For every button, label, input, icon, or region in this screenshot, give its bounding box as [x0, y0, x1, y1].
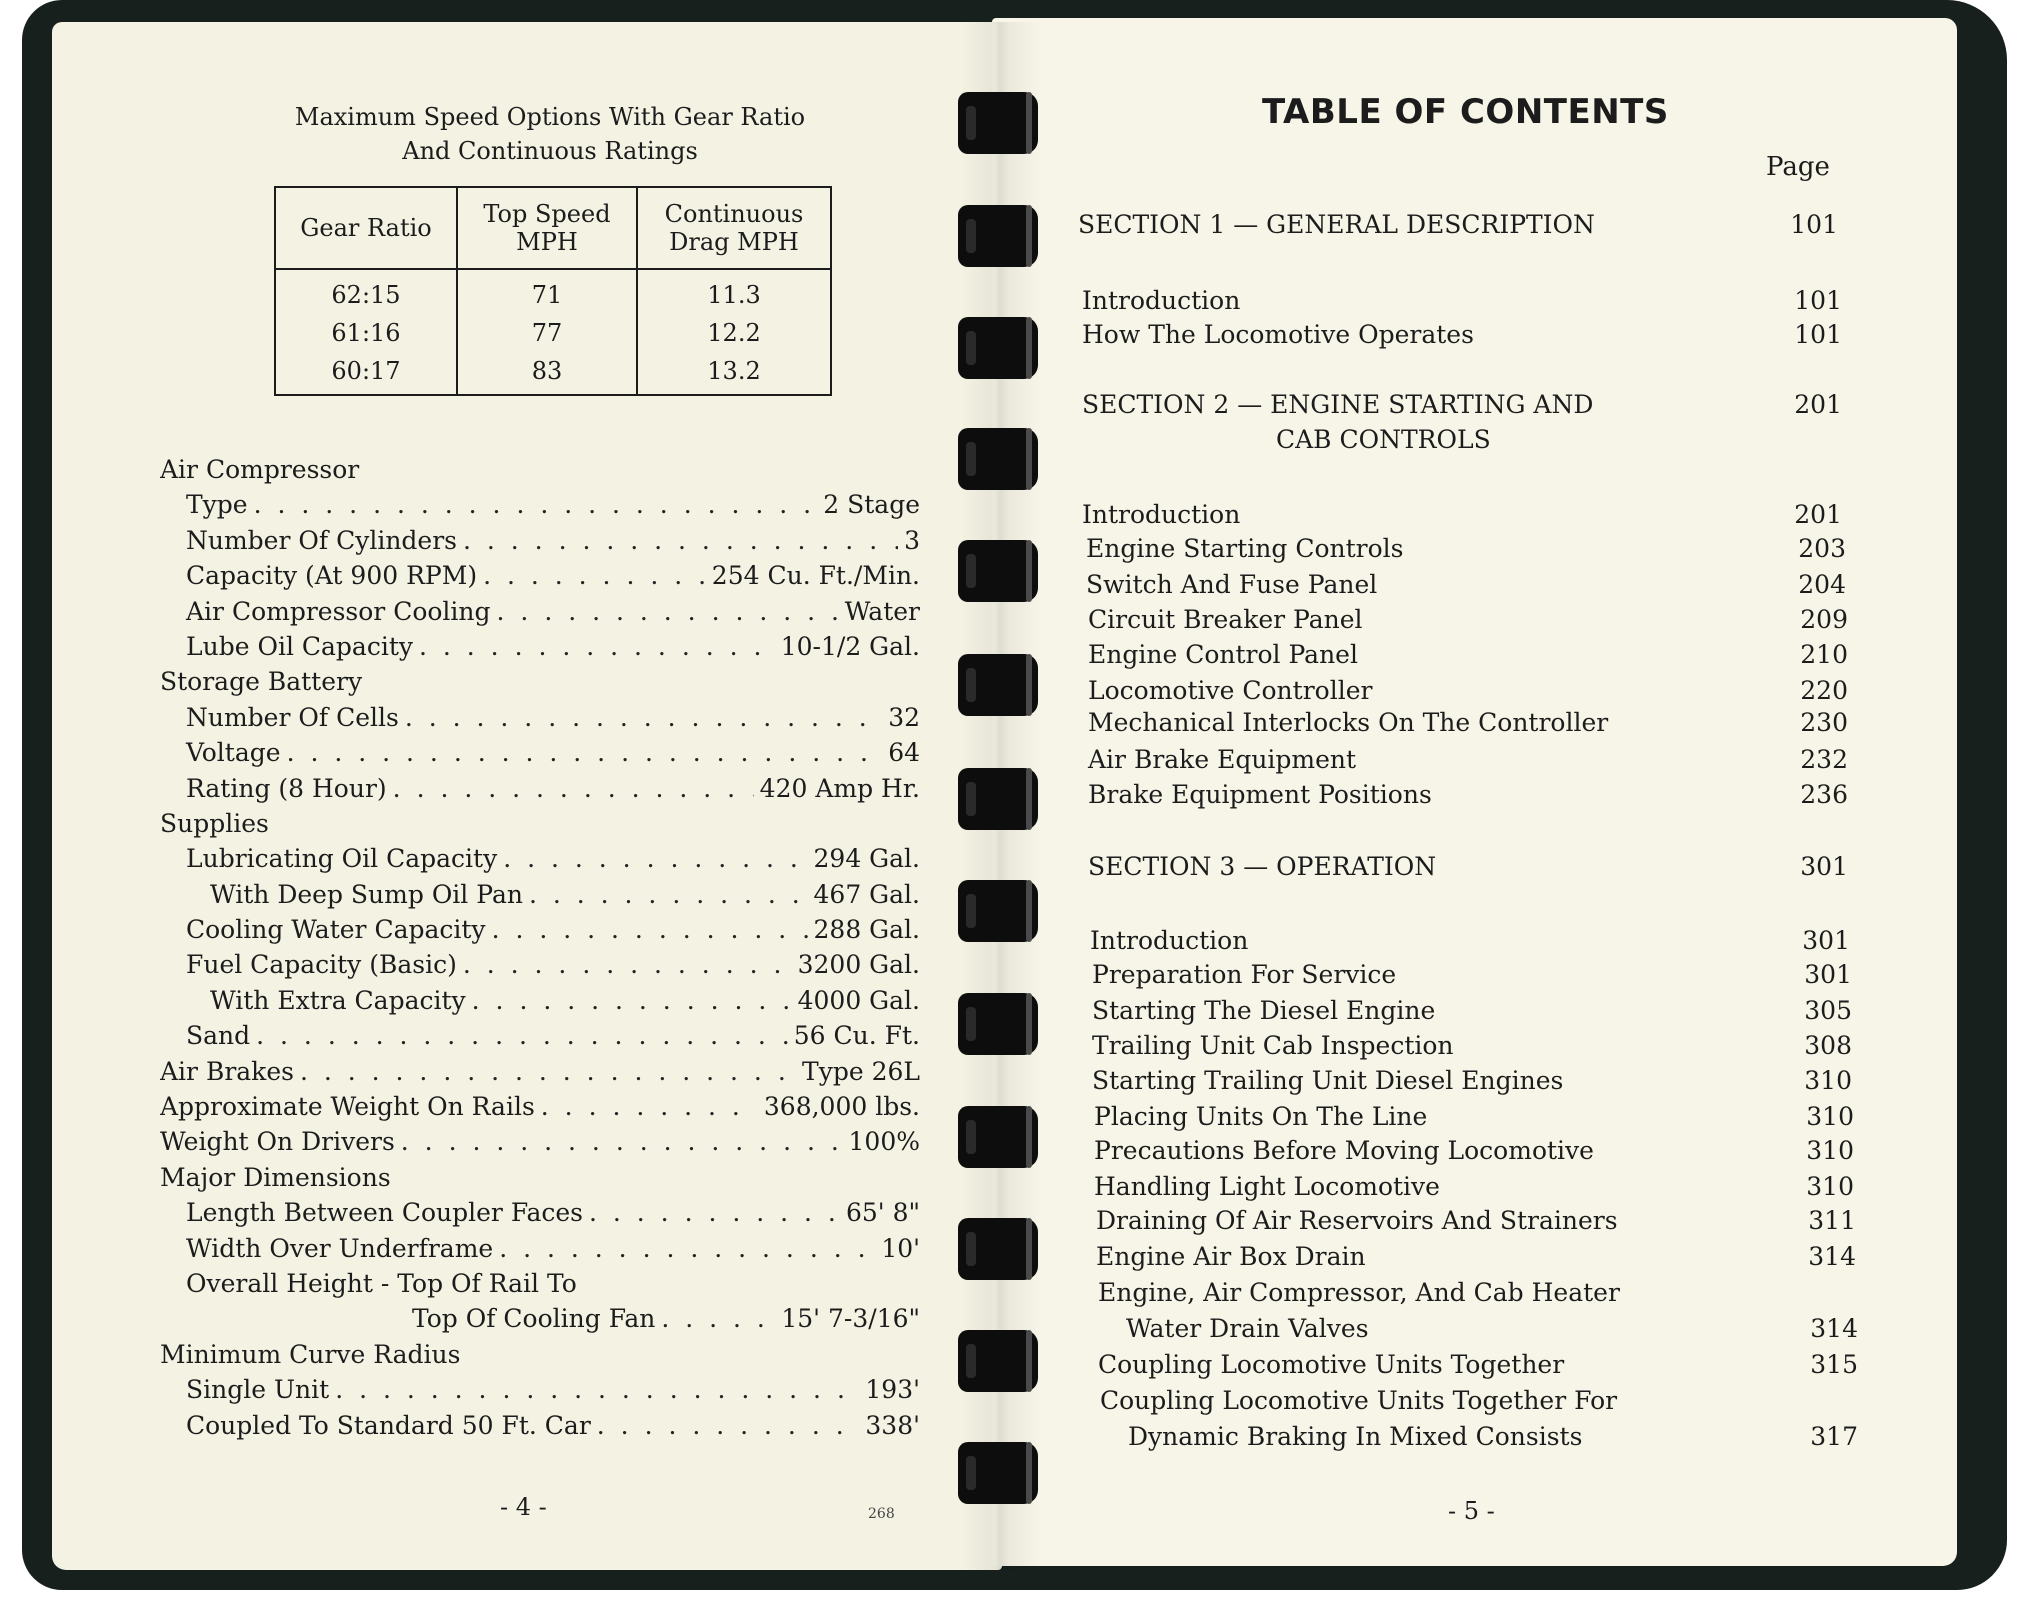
- table-cell: 12.2: [637, 314, 831, 352]
- spec-heading: Supplies: [160, 808, 269, 838]
- table-cell: 77: [457, 314, 637, 352]
- toc-entry: Placing Units On The Line 310: [1094, 1102, 1854, 1131]
- spec-row: Width Over Underframe . . . 10': [160, 1234, 920, 1269]
- table-cell: 11.3: [637, 269, 831, 314]
- toc-entry: Draining Of Air Reservoirs And Strainers 311: [1096, 1206, 1856, 1235]
- table-row: [275, 269, 831, 314]
- binding-ring: [958, 92, 1038, 154]
- spec-row: Sand . . . 56 Cu. Ft.: [160, 1021, 920, 1056]
- footer-mark: 268: [868, 1506, 895, 1522]
- toc-entry: Air Brake Equipment 232: [1088, 745, 1848, 774]
- toc-entry: Engine, Air Compressor, And Cab Heater: [1098, 1278, 1620, 1307]
- toc-entry: Introduction 201: [1082, 500, 1842, 529]
- table-cell: 60:17: [275, 352, 457, 395]
- spec-row: Single Unit . . . 193': [160, 1375, 920, 1410]
- table-row: [275, 352, 831, 395]
- spec-heading: Minimum Curve Radius: [160, 1339, 461, 1369]
- toc-entry: Starting Trailing Unit Diesel Engines 310: [1092, 1066, 1852, 1095]
- toc-entry: Engine Air Box Drain 314: [1096, 1242, 1856, 1271]
- spec-row: Lube Oil Capacity . . . 10-1/2 Gal.: [160, 632, 920, 667]
- spec-row: Top Of Cooling Fan . . . 15' 7-3/16": [160, 1304, 920, 1339]
- binding-ring: [958, 768, 1038, 830]
- binding-ring: [958, 317, 1038, 379]
- gear-ratio-table: [274, 186, 832, 396]
- header-continuous-drag: Continuous Drag MPH: [637, 187, 831, 269]
- spec-row: Fuel Capacity (Basic) . . . 3200 Gal.: [160, 950, 920, 985]
- spec-row: Voltage . . . 64: [160, 738, 920, 773]
- table-cell: 71: [457, 269, 637, 314]
- toc-entry: Locomotive Controller 220: [1088, 676, 1848, 705]
- spec-row: Rating (8 Hour) . . . 420 Amp Hr.: [160, 774, 920, 809]
- toc-entry: Handling Light Locomotive 310: [1094, 1172, 1854, 1201]
- spec-heading: Overall Height - Top Of Rail To: [186, 1268, 577, 1298]
- spec-row: With Extra Capacity . . . 4000 Gal.: [160, 986, 920, 1021]
- toc-entry: How The Locomotive Operates 101: [1082, 320, 1842, 349]
- toc-entry: Circuit Breaker Panel 209: [1088, 605, 1848, 634]
- table-cell: 62:15: [275, 269, 457, 314]
- spec-row: Coupled To Standard 50 Ft. Car . . . 338': [160, 1411, 920, 1446]
- spec-row: Capacity (At 900 RPM) . . . 254 Cu. Ft./Min.: [160, 561, 920, 596]
- toc-entry: Starting The Diesel Engine 305: [1092, 996, 1852, 1025]
- binding-ring: [958, 993, 1038, 1055]
- spec-row: Length Between Coupler Faces . . . 65' 8": [160, 1198, 920, 1233]
- spec-heading: Air Compressor: [160, 455, 360, 484]
- specifications-list: [160, 455, 920, 1446]
- toc-entry: Brake Equipment Positions 236: [1088, 780, 1848, 809]
- toc-entry: Water Drain Valves 314: [1126, 1314, 1858, 1343]
- spec-row: Number Of Cells . . . 32: [160, 703, 920, 738]
- spec-heading: Storage Battery: [160, 667, 363, 697]
- binding-ring: [958, 1330, 1038, 1392]
- toc-entry: Preparation For Service 301: [1092, 960, 1852, 989]
- table-caption: [200, 100, 900, 168]
- spec-row: Lubricating Oil Capacity . . . 294 Gal.: [160, 844, 920, 879]
- toc-entry: Dynamic Braking In Mixed Consists 317: [1128, 1422, 1858, 1451]
- page-number-left: - 4 -: [500, 1493, 547, 1521]
- binding-ring: [958, 1218, 1038, 1280]
- binding-ring: [958, 880, 1038, 942]
- header-top-speed: Top Speed MPH: [457, 187, 637, 269]
- toc-entry: Introduction 301: [1090, 926, 1850, 955]
- spec-row: With Deep Sump Oil Pan . . . 467 Gal.: [160, 880, 920, 915]
- toc-entry: Precautions Before Moving Locomotive 310: [1094, 1136, 1854, 1165]
- binding-ring: [958, 540, 1038, 602]
- toc-entry: Trailing Unit Cab Inspection 308: [1092, 1031, 1852, 1060]
- toc-section-heading: CAB CONTROLS: [1276, 425, 1491, 454]
- toc-entry: Coupling Locomotive Units Together For: [1100, 1386, 1618, 1415]
- binding-ring: [958, 1442, 1038, 1504]
- toc-entry: Switch And Fuse Panel 204: [1086, 570, 1846, 599]
- binding-ring: [958, 205, 1038, 267]
- table-cell: 61:16: [275, 314, 457, 352]
- toc-entry: Engine Starting Controls 203: [1086, 534, 1846, 563]
- toc-entry: Introduction 101: [1082, 286, 1842, 315]
- spec-row: Cooling Water Capacity . . . 288 Gal.: [160, 915, 920, 950]
- spec-row: Weight On Drivers . . . 100%: [160, 1127, 920, 1162]
- toc-section-heading: SECTION 1 — GENERAL DESCRIPTION 101: [1078, 210, 1838, 239]
- toc-section-heading: SECTION 2 — ENGINE STARTING AND 201: [1082, 390, 1842, 419]
- spec-row: Type . . . 2 Stage: [160, 490, 920, 525]
- binding-ring: [958, 428, 1038, 490]
- header-gear-ratio: Gear Ratio: [275, 187, 457, 269]
- toc-section-heading: SECTION 3 — OPERATION 301: [1088, 852, 1848, 881]
- toc-entry: Engine Control Panel 210: [1088, 640, 1848, 669]
- binding-ring: [958, 654, 1038, 716]
- page-column-header: Page: [1766, 152, 1830, 182]
- page-title: TABLE OF CONTENTS: [1262, 92, 1669, 132]
- spec-heading: Major Dimensions: [160, 1162, 391, 1192]
- binding-ring: [958, 1106, 1038, 1168]
- spec-row: Approximate Weight On Rails . . . 368,000 lbs.: [160, 1092, 920, 1127]
- toc-entry: Mechanical Interlocks On The Controller 230: [1088, 708, 1848, 737]
- spec-row: Number Of Cylinders . . . 3: [160, 526, 920, 561]
- table-cell: 83: [457, 352, 637, 395]
- spec-row: Air Compressor Cooling . . . Water: [160, 597, 920, 632]
- caption-line-2: And Continuous Ratings: [402, 137, 698, 165]
- caption-line-1: Maximum Speed Options With Gear Ratio: [294, 103, 806, 131]
- toc-entry: Coupling Locomotive Units Together 315: [1098, 1350, 1858, 1379]
- table-cell: 13.2: [637, 352, 831, 395]
- page-number-right: - 5 -: [1448, 1497, 1495, 1525]
- table-row: [275, 314, 831, 352]
- spec-row: Air Brakes . . . Type 26L: [160, 1057, 920, 1092]
